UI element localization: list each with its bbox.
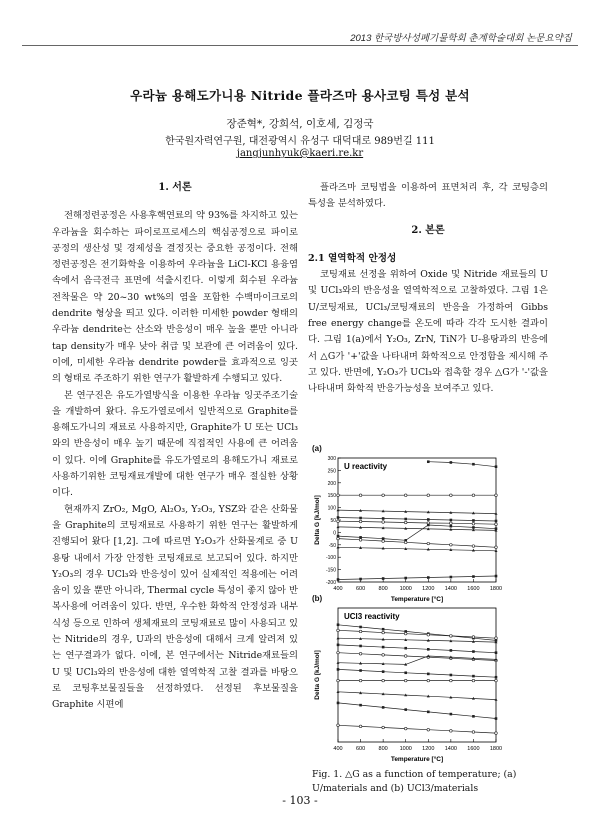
x-tick-label: 1600 xyxy=(467,586,480,592)
data-point xyxy=(337,578,340,581)
data-point xyxy=(359,669,362,672)
data-point xyxy=(359,578,362,581)
data-point xyxy=(472,519,475,522)
data-point xyxy=(427,673,430,676)
journal-header: 2013 한국방사성폐기물학회 춘계학술대회 논문요약집 xyxy=(350,33,572,44)
data-point xyxy=(359,626,362,629)
data-point xyxy=(472,636,475,639)
x-tick-label: 1800 xyxy=(489,586,502,592)
data-point xyxy=(359,652,362,655)
paragraph: 현재까지 ZrO₂, MgO, Al₂O₃, Y₂O₃, YSZ와 같은 산화물을 Graphite의 코팅재료로 사용하기 위한 연구는 활발하게 진행되어 왔다 [1,2]. 그에 따르면 Y₂O₃가 산화물계로 중 U용탕 내에서 가장 안정한 코팅재료로 보고되어 있다. 하지만 Y₂O₃의 경우 UCl₃와 반응성이 있어 실제적인 적용에는 어려움이 있을 뿐만 아니라, Thermal cycle 특성이 좋지 않아 반복사용에 어려움이 있다. 반면, 우수한 화학적 안정성과 내부식성 등으로 인하여 생체재료의 코팅재료로 많이 사용되고 있는 Nitride의 경우, U과의 반응성에 대해서 크게 알려져 있는 연구결과가 없다. 이에, 본 연구에서는 Nitride재료들의 U 및 UCl₃와의 반응성에 대한 열역학적 고찰 결과를 바탕으로 코팅후보물질들을 선정하였다. 선정된 후보물질을 Graphite 시편에 xyxy=(52,503,298,711)
data-point xyxy=(450,525,453,528)
data-point xyxy=(450,544,453,547)
data-point xyxy=(495,527,498,530)
y-tick-label: 100 xyxy=(327,505,336,512)
data-point xyxy=(472,545,475,548)
data-point xyxy=(404,494,407,497)
data-point xyxy=(404,679,407,682)
data-point xyxy=(359,494,362,497)
data-point xyxy=(337,668,340,671)
data-point xyxy=(359,520,362,523)
data-point xyxy=(495,732,498,735)
y-tick-label: -100 xyxy=(325,555,336,562)
data-point xyxy=(495,651,498,654)
header-rule xyxy=(22,45,578,46)
data-point xyxy=(382,654,385,657)
data-point xyxy=(337,537,340,540)
data-point xyxy=(337,644,340,647)
figure-panel-a xyxy=(312,444,502,604)
data-point xyxy=(472,679,475,682)
data-point xyxy=(427,711,430,714)
x-tick-label: 1000 xyxy=(399,586,412,592)
data-point xyxy=(404,671,407,674)
x-tick-label: 600 xyxy=(355,586,366,592)
data-point xyxy=(359,517,362,520)
data-point xyxy=(450,522,453,525)
data-point xyxy=(382,631,385,634)
figure-caption: Fig. 1. △G as a function of temperature; (a) U/materials and (b) UCl3/materials xyxy=(312,769,517,794)
paragraph: 플라즈마 코팅법을 이용하여 표면처리 후, 각 코팅층의 특성을 분석하였다. xyxy=(308,182,548,210)
data-point xyxy=(450,713,453,716)
figure-panel-b xyxy=(312,594,502,764)
data-point xyxy=(427,648,430,651)
data-point xyxy=(337,702,340,705)
data-point xyxy=(359,630,362,633)
subsection-heading: 2.1 열역학적 안정성 xyxy=(308,252,397,264)
data-point xyxy=(337,629,340,632)
data-point xyxy=(382,628,385,631)
data-point xyxy=(472,522,475,525)
data-point xyxy=(337,520,340,523)
data-point xyxy=(359,645,362,648)
email-link[interactable]: jangjunhyuk@kaeri.re.kr xyxy=(236,148,364,159)
data-point xyxy=(382,726,385,729)
data-point xyxy=(404,577,407,580)
data-point xyxy=(472,526,475,529)
section-heading-body: 2. 본론 xyxy=(411,224,445,236)
x-tick-label: 1200 xyxy=(422,586,435,592)
data-point xyxy=(450,649,453,652)
data-point xyxy=(450,635,453,638)
data-point xyxy=(472,675,475,678)
left-column xyxy=(52,180,298,714)
y-tick-label: -200 xyxy=(325,580,336,586)
data-point xyxy=(404,518,407,521)
data-point xyxy=(404,541,407,544)
data-point xyxy=(337,724,340,727)
y-axis-label: Delta G [kJ/mol] xyxy=(314,495,321,545)
data-point xyxy=(382,670,385,673)
data-point xyxy=(427,518,430,521)
data-point xyxy=(472,715,475,718)
paper-email xyxy=(0,148,600,159)
data-point xyxy=(337,651,340,654)
x-axis-label: Temperature [°C] xyxy=(390,756,444,763)
data-point xyxy=(359,539,362,542)
data-point xyxy=(337,679,340,682)
ucl3-reactivity-chart xyxy=(312,604,502,764)
data-point xyxy=(427,634,430,637)
data-point xyxy=(382,646,385,649)
data-point xyxy=(404,727,407,730)
data-point xyxy=(472,463,475,466)
data-point xyxy=(427,494,430,497)
panel-b-label: (b) xyxy=(312,594,323,603)
data-point xyxy=(382,517,385,520)
data-point xyxy=(495,494,498,497)
paper-affiliation: 한국원자력연구원, 대전광역시 유성구 대덕대로 989번길 111 xyxy=(165,136,435,147)
data-point xyxy=(427,576,430,579)
x-tick-label: 400 xyxy=(333,746,343,752)
y-tick-label: 0 xyxy=(333,530,336,537)
data-point xyxy=(382,521,385,524)
paragraph: 본 연구진은 유도가열방식을 이용한 우라늄 잉곳주조기술을 개발하여 왔다. 유도가열로에서 일반적으로 Graphite를 용해도가니의 재료로 사용하지만, Graphite가 U 또는 UCl₃와의 반응성이 매우 높기 때문에 직접적인 사용에 큰 어려움이 있다. 이에 Graphite를 유도가열로의 용해도가니 재료로 사용하기위한 코팅재료개발에 대한 연구가 매우 절실한 상황이다. xyxy=(52,389,298,499)
data-point xyxy=(495,520,498,523)
data-point xyxy=(382,577,385,580)
data-point xyxy=(427,679,430,682)
section-heading-intro: 1. 서론 xyxy=(158,182,192,193)
data-point xyxy=(427,542,430,545)
data-point xyxy=(337,623,340,626)
x-tick-label: 800 xyxy=(378,746,388,752)
data-point xyxy=(450,576,453,579)
data-point xyxy=(495,637,498,640)
data-point xyxy=(427,728,430,731)
data-point xyxy=(450,674,453,677)
u-reactivity-chart xyxy=(312,454,502,604)
right-column xyxy=(308,180,548,398)
x-tick-label: 1400 xyxy=(444,746,457,752)
x-axis-label: Temperature [°C] xyxy=(390,596,444,603)
x-tick-label: 1600 xyxy=(467,746,480,752)
data-point xyxy=(404,655,407,658)
data-point xyxy=(404,521,407,524)
data-point xyxy=(359,725,362,728)
y-axis-label: Delta G [kJ/mol] xyxy=(314,650,321,700)
data-point xyxy=(382,540,385,543)
data-point xyxy=(450,519,453,522)
data-point xyxy=(359,679,362,682)
data-point xyxy=(337,494,340,497)
data-point xyxy=(495,546,498,549)
data-point xyxy=(450,461,453,464)
x-tick-label: 1000 xyxy=(399,746,412,752)
data-point xyxy=(450,679,453,682)
data-point xyxy=(427,460,430,463)
data-point xyxy=(337,516,340,519)
data-point xyxy=(404,647,407,650)
x-tick-label: 800 xyxy=(378,586,388,592)
data-point xyxy=(450,730,453,733)
data-point xyxy=(495,575,498,578)
y-tick-label: 50 xyxy=(330,518,336,524)
y-tick-label: 300 xyxy=(327,456,336,462)
x-tick-label: 600 xyxy=(355,746,366,752)
page-number: - 103 - xyxy=(282,794,318,807)
y-tick-label: -150 xyxy=(325,567,336,574)
y-tick-label: 250 xyxy=(327,468,336,475)
data-point xyxy=(495,465,498,468)
data-point xyxy=(382,494,385,497)
x-tick-label: 400 xyxy=(333,586,343,592)
chart-title: UCl3 reactivity xyxy=(344,612,400,621)
data-point xyxy=(472,575,475,578)
data-point xyxy=(495,523,498,526)
data-point xyxy=(382,706,385,709)
paper-authors: 장준혁*, 강희석, 이호세, 김정국 xyxy=(226,118,374,130)
data-point xyxy=(472,731,475,734)
paper-title: 우라늄 용해도가니용 Nitride 플라즈마 용사코팅 특성 분석 xyxy=(130,88,470,103)
data-point xyxy=(450,494,453,497)
x-tick-label: 1400 xyxy=(444,586,457,592)
panel-a-label: (a) xyxy=(312,444,322,453)
x-tick-label: 1800 xyxy=(489,746,502,752)
data-point xyxy=(472,650,475,653)
y-tick-label: 150 xyxy=(327,493,336,500)
data-point xyxy=(495,717,498,720)
paragraph: 코팅재료 선정을 위하여 Oxide 및 Nitride 재료들의 U 및 UCl₃와의 반응성을 열역학적으로 고찰하였다. 그림 1은 U/코팅재료, UCl₃/코팅재료의 반응을 가정하여 Gibbs free energy change를 온도에 따라 각각 도시한 결과이다. 그림 1(a)에서 Y₂O₃, ZrN, TiN가 U-용탕과의 반응에서 △G가 '+'값을 나타내며 화학적으로 안정함을 제시해 주고 있다. 반면에, Y₂O₃가 UCl₃와 접촉할 경우 △G가 '-'값을 나타내며 화학적 반응가능성을 보여주고 있다. xyxy=(308,269,548,395)
paragraph: 전해정련공정은 사용후핵연료의 약 93%를 차지하고 있는 우라늄을 회수하는 파이로프로세스의 핵심공정으로 파이로 공정의 생산성 및 경제성을 결정짓는 중요한 공정이다. 전해정련공정은 전기화학을 이용하여 우라늄을 LiCl-KCl 용융염 속에서 음극전극 표면에 석출시킨다. 이렇게 회수된 우라늄 전착물은 약 20~30 wt%의 염을 포함한 수백마이크로의 dendrite 형상을 띄고 있다. 이러한 미세한 powder 형태의 우라늄 dendrite는 산소와 반응성이 매우 높을 뿐만 아니라 tap density가 매우 낮아 취급 및 보관에 큰 어려움이 있다. 이에, 미세한 우라늄 dendrite powder를 효과적으로 잉곳의 형태로 주조하기 위한 연구가 활발하게 수행되고 있다. xyxy=(52,210,298,385)
data-point xyxy=(359,704,362,707)
data-point xyxy=(404,708,407,711)
data-point xyxy=(404,632,407,635)
data-point xyxy=(472,494,475,497)
y-tick-label: 200 xyxy=(327,480,336,487)
data-point xyxy=(427,524,430,527)
data-point xyxy=(382,679,385,682)
y-tick-label: -50 xyxy=(328,542,336,549)
x-tick-label: 1200 xyxy=(422,746,435,752)
data-point xyxy=(495,679,498,682)
data-point xyxy=(495,676,498,679)
chart-title: U reactivity xyxy=(344,462,388,471)
